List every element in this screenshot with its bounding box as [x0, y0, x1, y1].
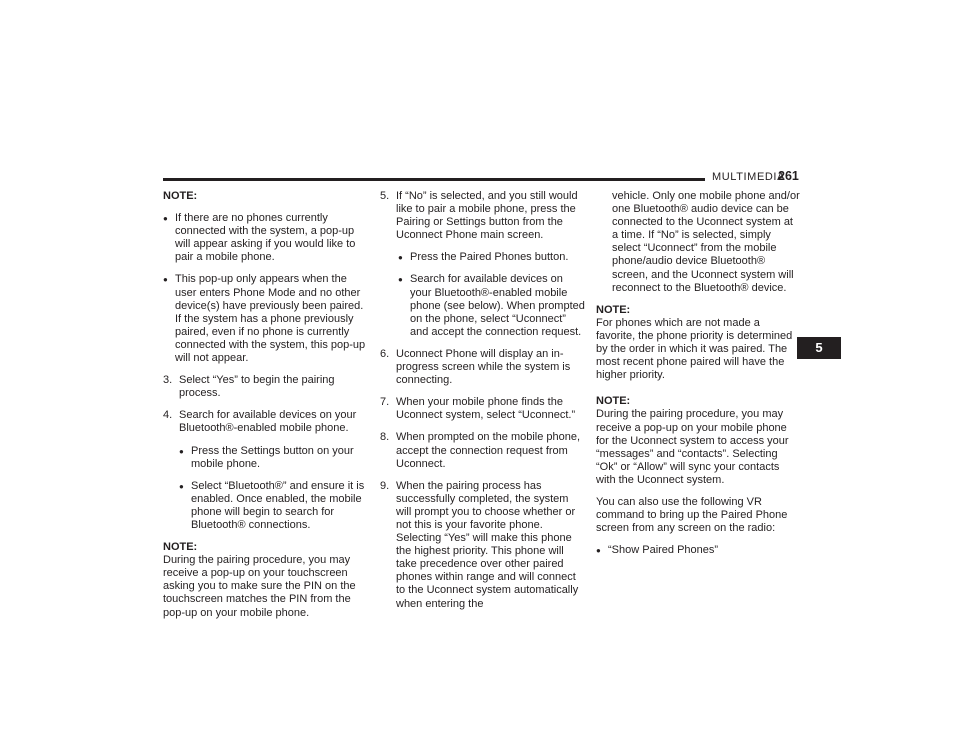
bullet-item: ● Select “Bluetooth®” and ensure it is enabled. Once enabled, the mobile phone will begin to search for Bluetooth® connections. — [179, 480, 368, 532]
bullet-item: ● This pop-up only appears when the user enters Phone Mode and no other device(s) have previously been paired. If the system has a phone previously paired, even if no phone is currently connected with the system, this pop-up will not appear. — [163, 273, 368, 365]
column-right — [596, 190, 801, 566]
step-8 — [380, 431, 585, 470]
step-7 — [380, 396, 585, 422]
step-text: Search for available devices on your Bluetooth®-enabled mobile phone. — [179, 409, 357, 435]
note-label: NOTE: — [596, 303, 631, 316]
bullet-item: ● If there are no phones currently connected with the system, a pop-up will appear asking if you would like to pair a mobile phone. — [163, 212, 368, 264]
section-title: MULTIMEDIA — [712, 171, 786, 183]
step-number: 8. — [380, 431, 390, 444]
note-label: NOTE: — [163, 190, 198, 202]
column-middle — [380, 190, 585, 620]
bullet-item: ● “Show Paired Phones” — [596, 544, 801, 557]
note-label: NOTE: — [163, 541, 198, 554]
bullet-item: ● Press the Settings button on your mobile phone. — [179, 445, 368, 471]
step-number: 3. — [163, 374, 173, 387]
step-text: Select “Yes” to begin the pairing process. — [179, 374, 335, 400]
step-number: 4. — [163, 409, 173, 422]
chapter-tab: 5 — [797, 337, 841, 359]
step-number: 5. — [380, 190, 390, 202]
step-number: 6. — [380, 347, 390, 360]
note-text: For phones which are not made a favorite, the phone priority is determined by the order in which it was paired. The most recent phone paired will have the higher priority. — [596, 316, 793, 382]
step-text: When the pairing process has successfully completed, the system will prompt you to choose whether or not this is your favorite phone. Selecting “Yes” will make this phone the highest priority. This phone will take precedence over other paired phones within range and will connect to the Uconnect system automatically when entering the — [396, 479, 579, 610]
step-5 — [380, 190, 585, 339]
column-left — [163, 190, 368, 629]
step-4 — [163, 409, 368, 532]
step-number: 7. — [380, 396, 390, 409]
note-text: During the pairing procedure, you may receive a pop-up on your mobile phone for the Uconnect system to access your “messages” and “contacts”. Selecting “Ok” or “Allow” will sync your contacts with the Uconnect system. — [596, 408, 789, 486]
step-text: When prompted on the mobile phone, accept the connection request from Uconnect. — [396, 431, 581, 470]
step-text: When your mobile phone finds the Uconnect system, select “Uconnect.” — [396, 396, 576, 422]
page-number: 261 — [778, 169, 799, 183]
step-3 — [163, 374, 368, 400]
step-number: 9. — [380, 479, 390, 492]
step-9-continued: vehicle. Only one mobile phone and/or one Bluetooth® audio device can be connected to the Uconnect system at a time. If “No” is selected, simply select “Uconnect” from the mobile phone/audio device Bluetooth® screen, and the Uconnect system will reconnect to the Bluetooth® device. — [612, 190, 800, 294]
step-6 — [380, 348, 585, 387]
bullet-item: ● Search for available devices on your Bluetooth®-enabled mobile phone (see below). When prompted on the phone, select “Uconnect” and accept the connection request. — [398, 273, 585, 338]
step-text: If “No” is selected, and you still would like to pair a mobile phone, press the Pairing or Settings button from the Uconnect Phone main screen. — [396, 190, 578, 242]
vr-command-paragraph: You can also use the following VR command to bring up the Paired Phone screen from any screen on the radio: — [596, 495, 788, 535]
step-9 — [380, 480, 585, 611]
bullet-item: ● Press the Paired Phones button. — [398, 251, 585, 264]
note-label: NOTE: — [596, 395, 631, 408]
note-text: During the pairing procedure, you may receive a pop-up on your touchscreen asking you to make sure the PIN on the touchscreen matches the PIN from the pop-up on your mobile phone. — [163, 554, 356, 619]
step-text: Uconnect Phone will display an in-progress screen while the system is connecting. — [396, 347, 571, 387]
header-rule — [163, 178, 705, 181]
